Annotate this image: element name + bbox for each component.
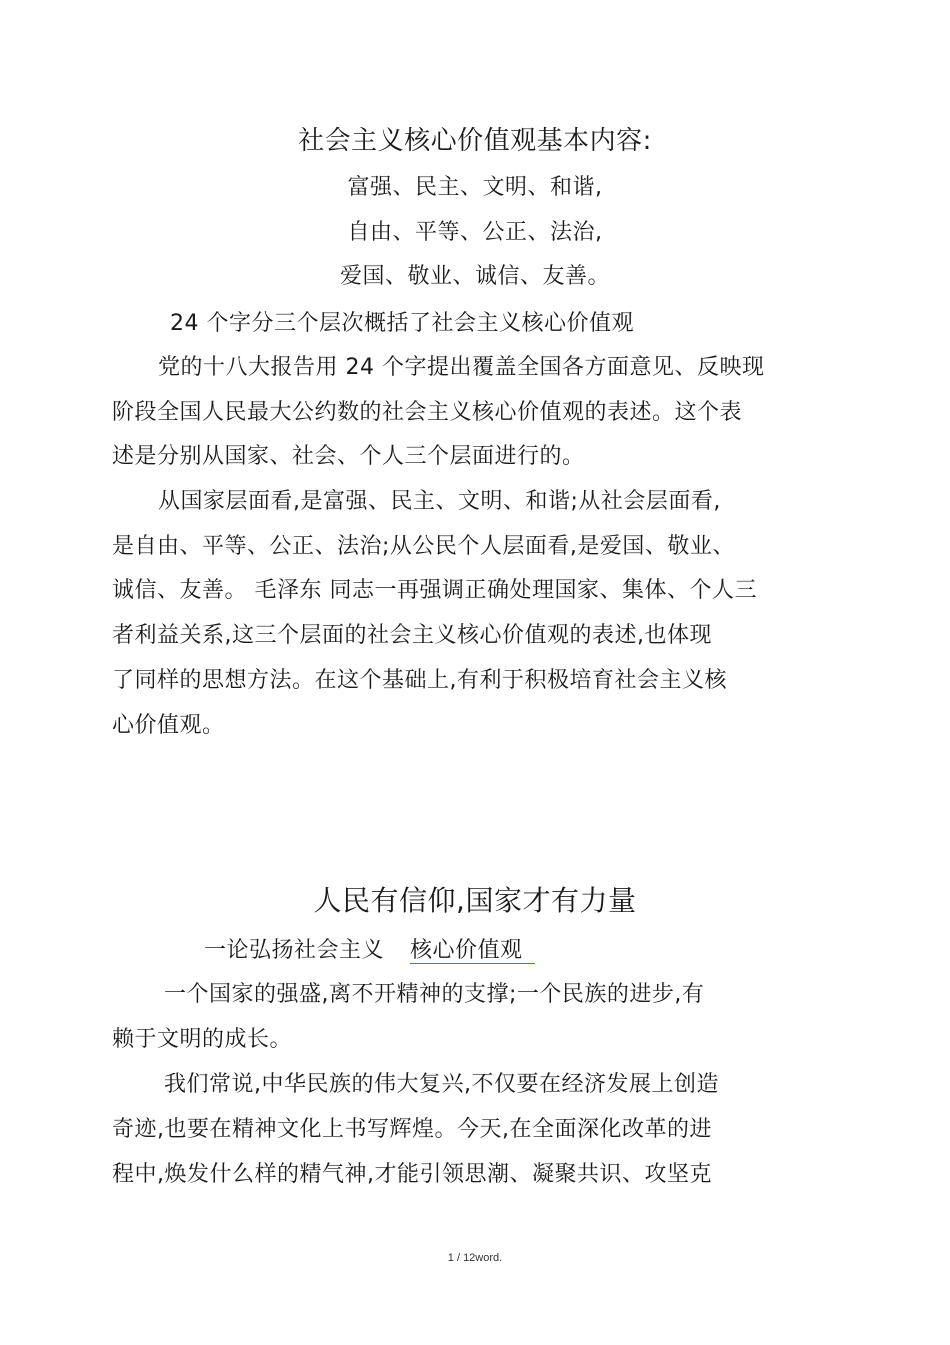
paragraph-line: 是自由、平等、公正、法治;从公民个人层面看,是爱国、敬业、 bbox=[112, 534, 735, 559]
section2-title: 人民有信仰,国家才有力量 bbox=[313, 884, 637, 917]
paragraph-line: 一个国家的强盛,离不开精神的支撑;一个民族的进步,有 bbox=[164, 982, 705, 1007]
paragraph-line: 心价值观。 bbox=[112, 713, 225, 738]
values-line-2: 自由、平等、公正、法治, bbox=[347, 220, 603, 245]
paragraph-line: 了同样的思想方法。在这个基础上,有利于积极培育社会主义核 bbox=[112, 668, 727, 693]
paragraph-line: 党的十八大报告用 24 个字提出覆盖全国各方面意见、反映现 bbox=[158, 355, 765, 380]
paragraph-line: 从国家层面看,是富强、民主、文明、和谐;从社会层面看, bbox=[158, 489, 721, 514]
paragraph-line: 我们常说,中华民族的伟大复兴,不仅要在经济发展上创造 bbox=[164, 1072, 719, 1097]
page-number-footer: 1 / 12word. bbox=[447, 1252, 503, 1264]
paragraph-line: 赖于文明的成长。 bbox=[112, 1027, 293, 1052]
values-line-1: 富强、民主、文明、和谐, bbox=[347, 175, 603, 200]
paragraph-line: 奇迹,也要在精神文化上书写辉煌。今天,在全面深化改革的进 bbox=[112, 1117, 712, 1142]
paragraph-line: 述是分别从国家、社会、个人三个层面进行的。 bbox=[112, 444, 585, 469]
subtitle-prefix: 一论弘扬社会主义 bbox=[204, 938, 385, 963]
section2-subtitle bbox=[204, 936, 535, 966]
paragraph-line: 阶段全国人民最大公约数的社会主义核心价值观的表述。这个表 bbox=[112, 400, 743, 425]
paragraph-line: 程中,焕发什么样的精气神,才能引领思潮、凝聚共识、攻坚克 bbox=[112, 1162, 712, 1187]
paragraph-line: 诚信、友善。 毛泽东 同志一再强调正确处理国家、集体、个人三 bbox=[112, 578, 757, 603]
subtitle-link[interactable]: 核心价值观 bbox=[410, 938, 535, 964]
summary-line: 24 个字分三个层次概括了社会主义核心价值观 bbox=[170, 311, 634, 336]
values-line-3: 爱国、敬业、诚信、友善。 bbox=[339, 264, 610, 289]
paragraph-line: 者利益关系,这三个层面的社会主义核心价值观的表述,也体现 bbox=[112, 623, 712, 648]
section1-title: 社会主义核心价值观基本内容: bbox=[298, 126, 652, 156]
